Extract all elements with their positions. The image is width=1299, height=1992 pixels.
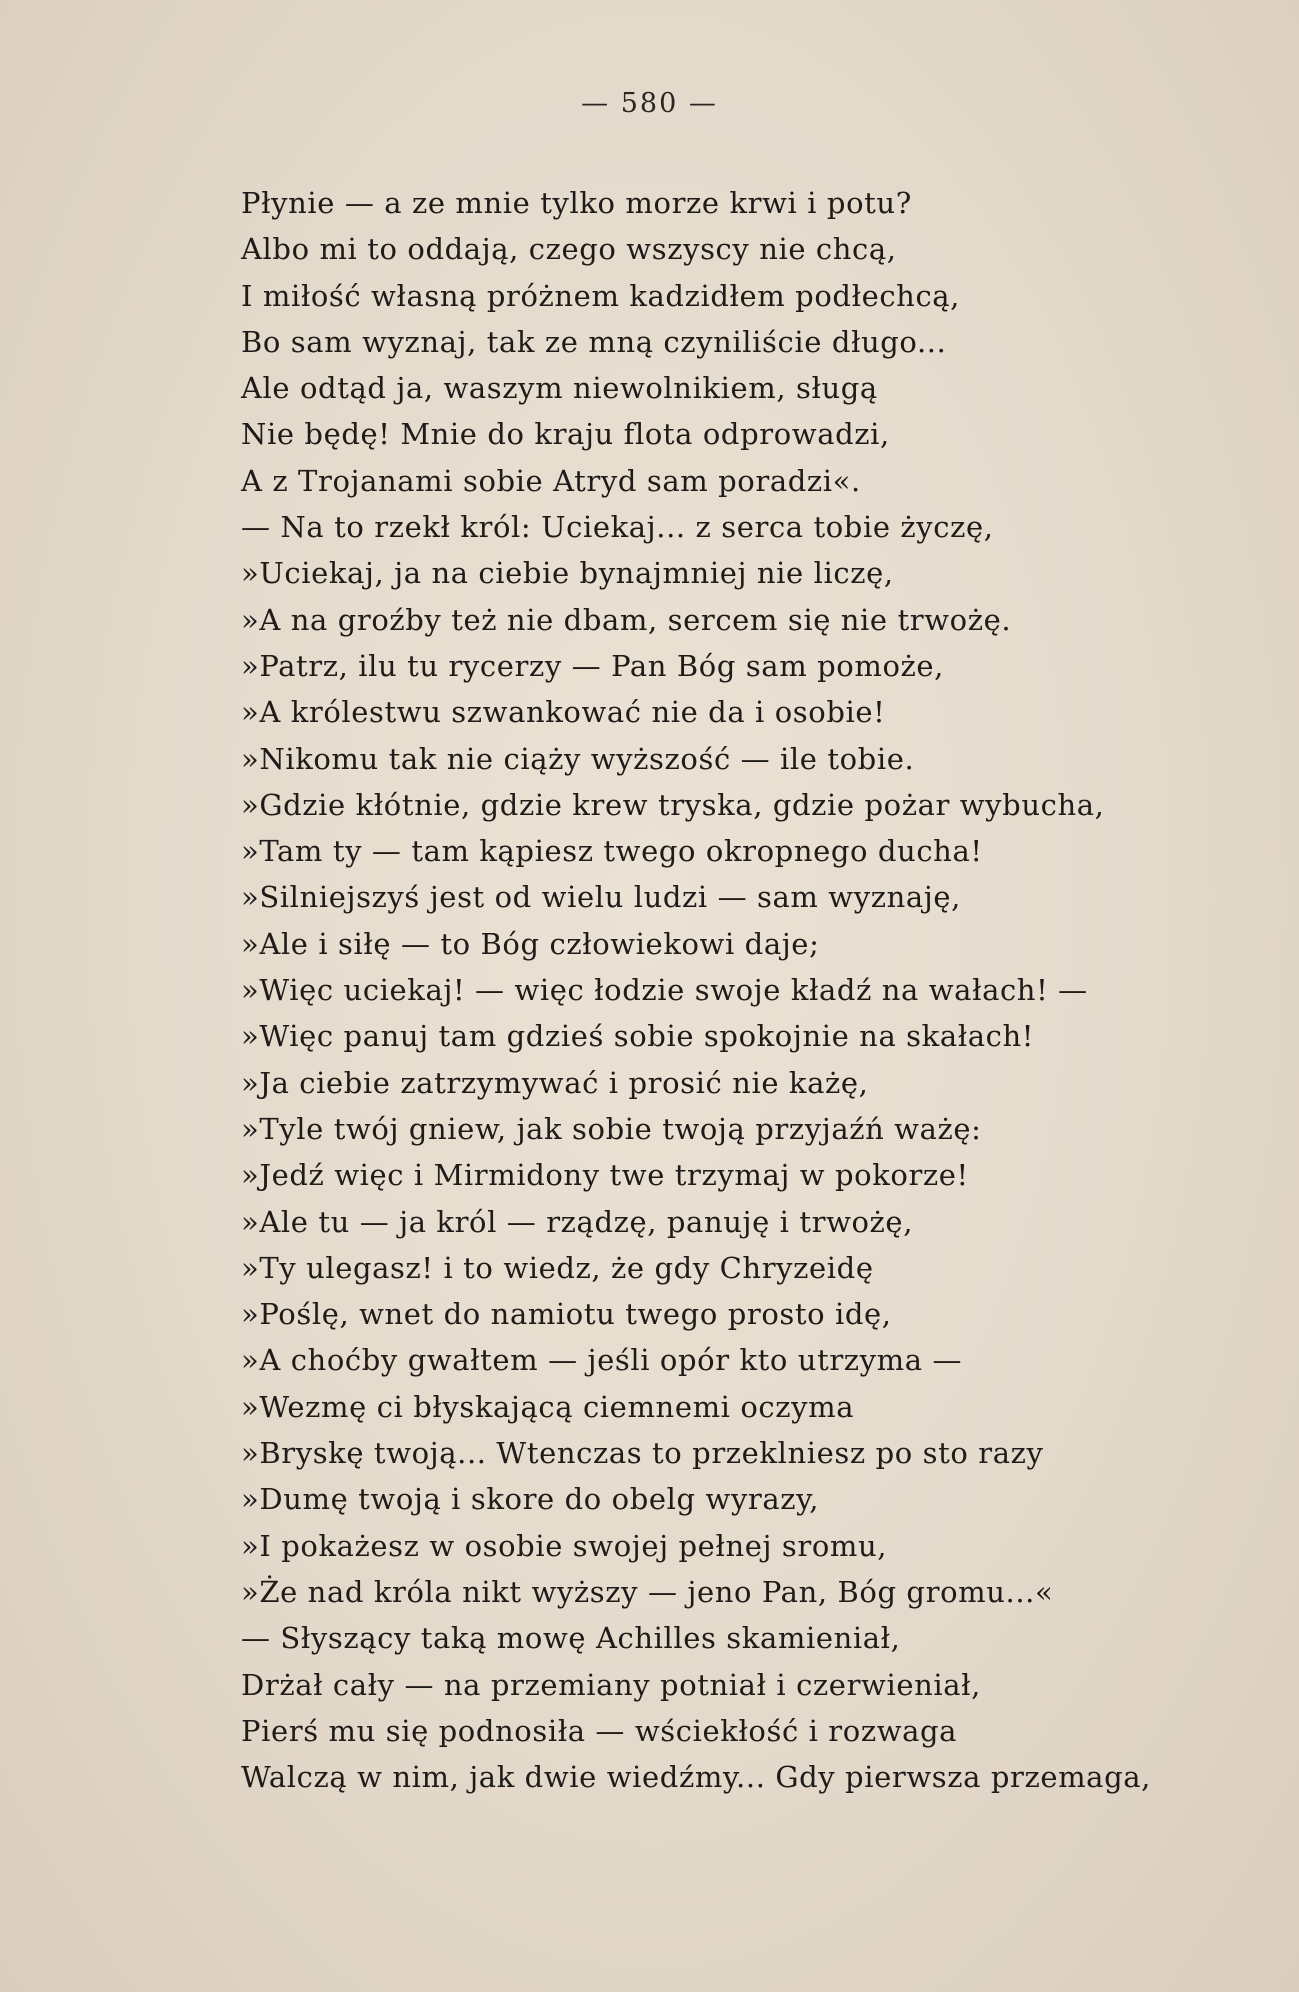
verse-line: »Dumę twoją i skore do obelg wyrazy, [241,1482,820,1517]
verse-line: — Słyszący taką mowę Achilles skamieniał, [241,1621,901,1656]
verse-line: »A na groźby też nie dbam, sercem się nie trwożę. [241,602,1012,637]
page-number: — 580 — [581,88,718,119]
verse-line: Walczą w nim, jak dwie wiedźmy... Gdy pierwsza przemaga, [241,1760,1151,1795]
verse-line: »Jedź więc i Mirmidony twe trzymaj w pokorze! [241,1158,969,1193]
verse-line: »Tam ty — tam kąpiesz twego okropnego ducha! [241,834,983,869]
verse-line: »Bryskę twoją... Wtenczas to przeklniesz po sto razy [241,1436,1044,1471]
verse-line: I miłość własną próżnem kadzidłem podłechcą, [241,278,961,313]
verse-line: Drżał cały — na przemiany potniał i czerwieniał, [241,1667,981,1702]
verse-line: »Więc uciekaj! — więc łodzie swoje kładź na wałach! — [241,973,1088,1008]
verse-line: — Na to rzekł król: Uciekaj... z serca tobie życzę, [241,510,994,545]
verse-line: Bo sam wyznaj, tak ze mną czyniliście długo... [241,324,947,359]
verse-line: »Silniejszyś jest od wielu ludzi — sam wyznaję, [241,880,961,915]
verse-line: »Gdzie kłótnie, gdzie krew tryska, gdzie pożar wybucha, [241,787,1105,822]
verse-line: »I pokażesz w osobie swojej pełnej sromu, [241,1528,888,1563]
verse-line: »Ale i siłę — to Bóg człowiekowi daje; [241,926,820,961]
verse-line: »Nikomu tak nie ciąży wyższość — ile tobie. [241,741,915,776]
verse-line: »Patrz, ilu tu rycerzy — Pan Bóg sam pomoże, [241,648,944,683]
verse-line: »Ale tu — ja król — rządzę, panuję i trwożę, [241,1204,914,1239]
verse-line: Płynie — a ze mnie tylko morze krwi i potu? [241,186,912,220]
verse-line: »Tyle twój gniew, jak sobie twoją przyjaźń ważę: [241,1111,982,1146]
verse-line: Pierś mu się podnosiła — wściekłość i rozwaga [241,1713,958,1748]
verse-line: »A choćby gwałtem — jeśli opór kto utrzyma — [241,1343,963,1378]
verse-line: »Więc panuj tam gdzieś sobie spokojnie na skałach! [241,1019,1034,1054]
verse-line: »A królestwu szwankować nie da i osobie! [241,695,886,730]
verse-line: Ale odtąd ja, waszym niewolnikiem, sługą [241,371,878,406]
verse-line: »Że nad króla nikt wyższy — jeno Pan, Bóg gromu...« [241,1574,1054,1609]
verse-line: »Poślę, wnet do namiotu twego prosto idę, [241,1297,892,1332]
verse-block [241,180,1151,1800]
verse-line: »Uciekaj, ja na ciebie bynajmniej nie liczę, [241,556,894,591]
verse-line: Albo mi to oddają, czego wszyscy nie chcą, [241,232,897,267]
verse-line: »Ty ulegasz! i to wiedz, że gdy Chryzeidę [241,1250,874,1285]
verse-line: A z Trojanami sobie Atryd sam poradzi«. [241,463,861,498]
verse-line: Nie będę! Mnie do kraju flota odprowadzi, [241,417,890,452]
verse-line: »Wezmę ci błyskającą ciemnemi oczyma [241,1389,855,1424]
verse-line: »Ja ciebie zatrzymywać i prosić nie każę, [241,1065,869,1100]
